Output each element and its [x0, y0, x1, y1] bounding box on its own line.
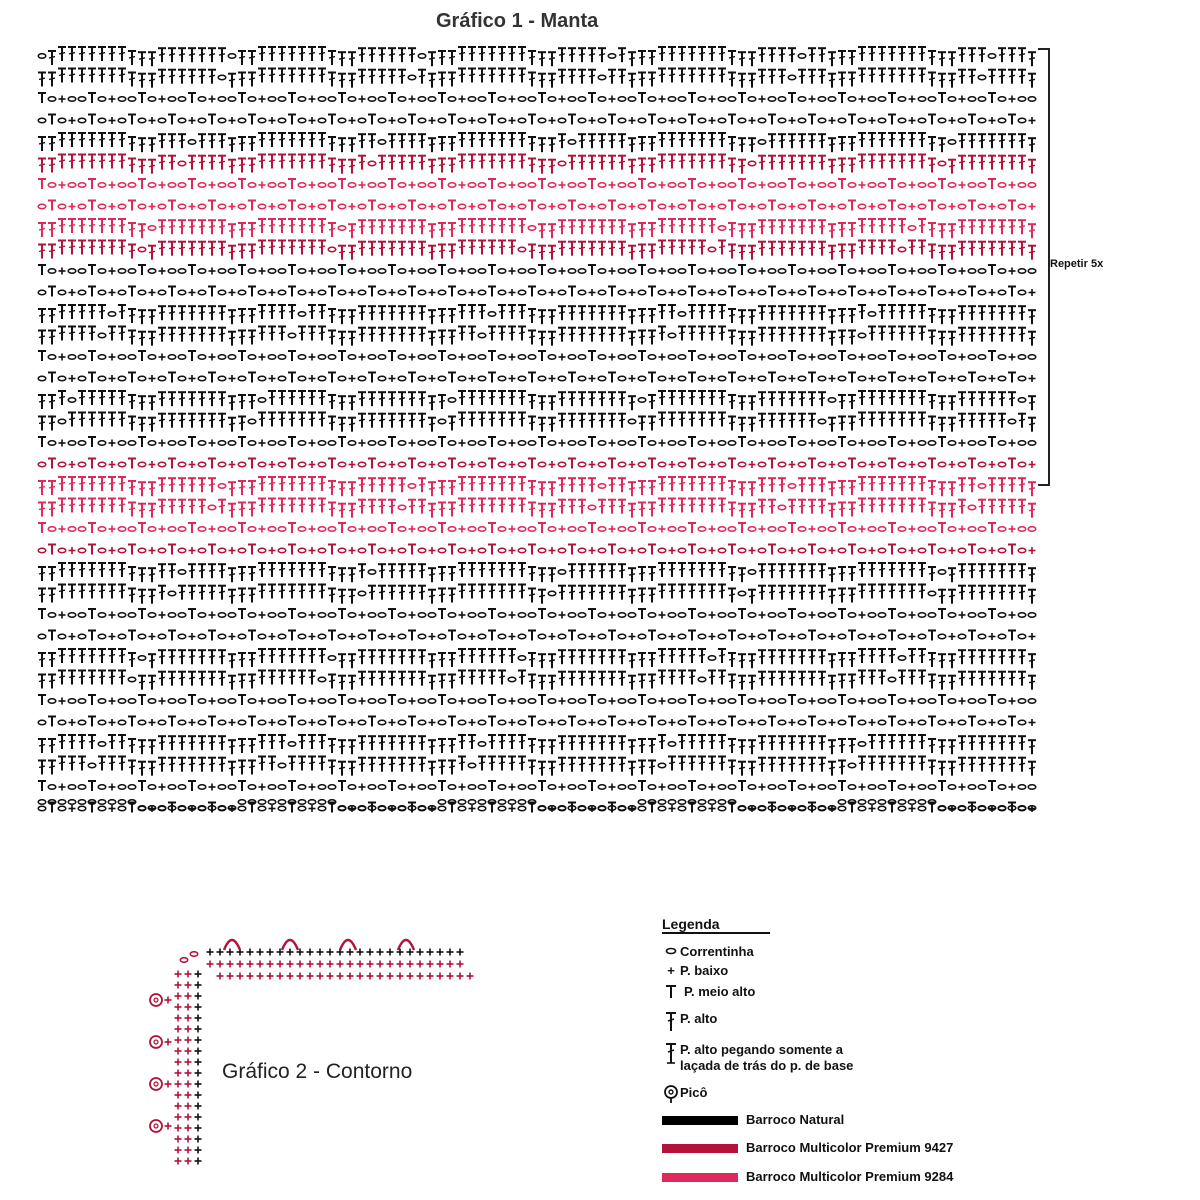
legend-item-single-crochet	[662, 963, 728, 978]
color-swatch	[662, 1173, 738, 1182]
chart-row	[38, 523, 1036, 533]
repeat-bracket	[1038, 48, 1050, 486]
legend-label-line2: laçada de trás do p. de base	[680, 1058, 854, 1073]
half-double-crochet-icon	[662, 984, 680, 1001]
chart-row	[38, 115, 1035, 125]
chart-row	[38, 695, 1036, 705]
chart-row	[38, 717, 1035, 727]
legend-color-label: Barroco Natural	[746, 1112, 845, 1127]
chart-row	[38, 327, 1036, 346]
chart-row	[38, 287, 1035, 297]
chart-row	[38, 133, 1036, 152]
chart-row	[38, 585, 1036, 604]
chart-row	[38, 413, 1036, 432]
legend-label: P. alto pegando somente a	[680, 1042, 844, 1057]
legend-color-9427	[662, 1140, 953, 1155]
legend-label: Picô	[680, 1085, 708, 1100]
chart-row	[38, 499, 1036, 518]
legend-color-label: Barroco Multicolor Premium 9284	[746, 1169, 954, 1184]
chart-row	[38, 649, 1036, 668]
chart-row	[38, 391, 1036, 410]
legend-label: P. alto	[680, 1011, 718, 1026]
legend-color-label: Barroco Multicolor Premium 9427	[746, 1140, 954, 1155]
double-crochet-icon	[662, 1011, 680, 1034]
chart-row	[38, 757, 1036, 776]
back-loop-double-crochet-icon	[662, 1042, 680, 1067]
chart-row	[38, 179, 1036, 189]
repeat-label: Repetir 5x	[1050, 258, 1104, 270]
legend-item-double	[662, 1011, 717, 1034]
chart-row	[38, 373, 1035, 383]
chart-row	[38, 155, 1036, 174]
chart-row	[38, 563, 1036, 582]
chart-row	[38, 545, 1035, 555]
legend-item-picot	[662, 1085, 707, 1106]
chart-row	[38, 201, 1035, 211]
chart-row	[38, 671, 1036, 690]
chart-row	[38, 219, 1036, 238]
chart-1-title: Gráfico 1 - Manta	[436, 10, 599, 32]
legend-label: P. meio alto	[684, 984, 756, 999]
single-crochet-icon: +	[667, 963, 675, 978]
chart-row	[38, 351, 1036, 361]
chart-row	[38, 781, 1036, 791]
chart-row	[38, 305, 1036, 324]
chart-row	[38, 265, 1036, 275]
chart-row	[38, 93, 1036, 103]
color-swatch	[662, 1144, 738, 1153]
chart-row	[38, 69, 1036, 88]
chart-row	[38, 241, 1036, 260]
legend-color-natural	[662, 1112, 844, 1127]
crochet-chart-contorno	[140, 930, 480, 1170]
chart-2-title: Gráfico 2 - Contorno	[222, 1060, 413, 1083]
legend-item-back-loop	[662, 1042, 853, 1074]
legend-title: Legenda	[662, 916, 770, 934]
legend-color-9284	[662, 1169, 953, 1184]
legend-label: Correntinha	[680, 944, 754, 959]
chain-icon	[662, 944, 680, 959]
color-swatch	[662, 1116, 738, 1125]
crochet-chart-manta	[32, 40, 1052, 820]
chart-row	[38, 735, 1036, 754]
chart-row	[38, 459, 1035, 469]
legend-item-chain	[662, 944, 754, 959]
chart-row	[38, 47, 1036, 66]
border-stitches	[150, 940, 474, 1165]
picot-icon	[662, 1085, 680, 1106]
chart-row	[38, 477, 1036, 496]
chart-row	[38, 631, 1035, 641]
chart-row	[38, 437, 1036, 447]
legend	[662, 916, 1082, 1186]
chart-row	[38, 609, 1036, 619]
legend-label: P. baixo	[680, 963, 729, 978]
legend-item-half-double	[662, 984, 755, 1001]
